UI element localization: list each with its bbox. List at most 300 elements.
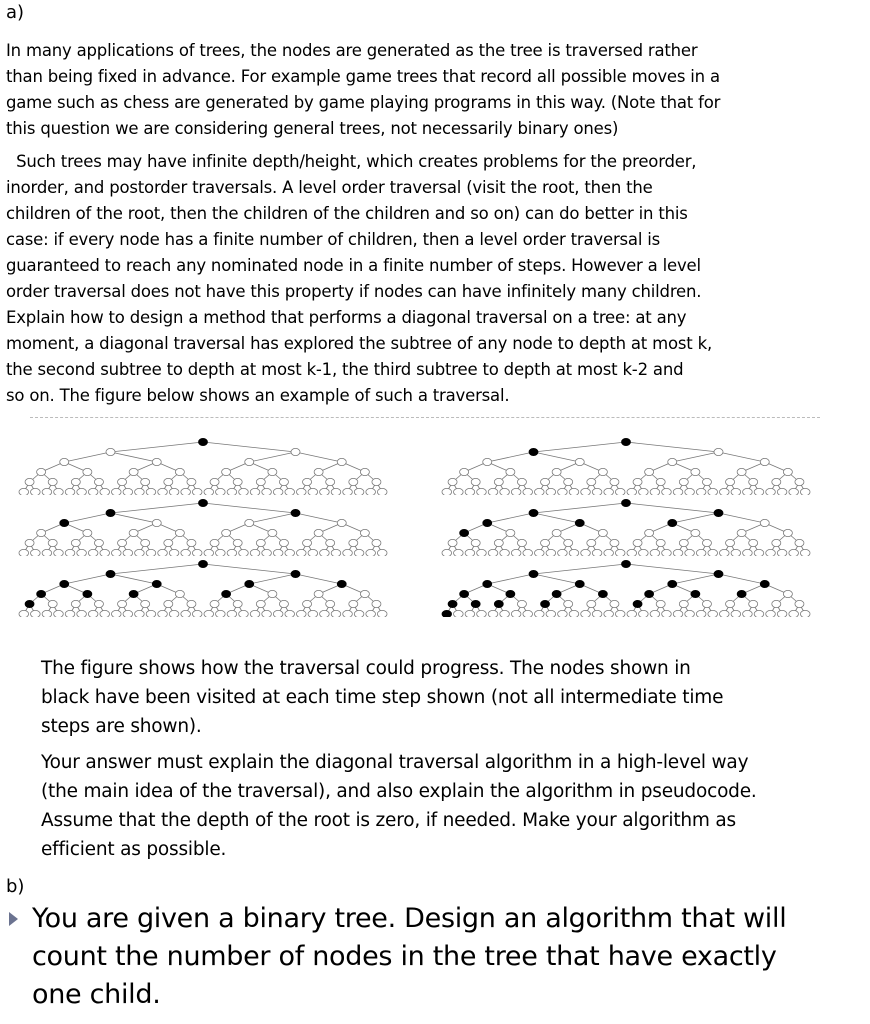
unvisited-node xyxy=(477,610,487,617)
visited-node xyxy=(199,560,208,567)
unvisited-node xyxy=(308,610,318,617)
unvisited-node xyxy=(592,610,602,617)
unvisited-node xyxy=(650,610,660,617)
unvisited-node xyxy=(702,539,711,546)
unvisited-node xyxy=(511,488,521,495)
unvisited-node xyxy=(633,539,642,546)
unvisited-node xyxy=(477,549,487,556)
unvisited-node xyxy=(192,610,202,617)
unvisited-node xyxy=(494,478,503,485)
text-line: this question we are considering general trees, not necessarily binary ones) xyxy=(6,119,619,138)
unvisited-node xyxy=(766,488,776,495)
unvisited-node xyxy=(314,529,323,536)
tree-edge xyxy=(487,452,533,462)
tree-edge xyxy=(672,574,718,584)
binary-tree-k2 xyxy=(13,498,393,556)
unvisited-node xyxy=(204,610,214,617)
unvisited-node xyxy=(696,549,706,556)
unvisited-node xyxy=(187,478,196,485)
visited-node xyxy=(622,438,631,445)
unvisited-node xyxy=(581,549,591,556)
unvisited-node xyxy=(354,549,364,556)
unvisited-node xyxy=(685,488,695,495)
unvisited-node xyxy=(354,610,364,617)
unvisited-node xyxy=(31,549,41,556)
unvisited-node xyxy=(743,610,753,617)
unvisited-node xyxy=(314,468,323,475)
visited-node xyxy=(529,448,538,455)
visited-node xyxy=(60,580,69,587)
unvisited-node xyxy=(372,600,381,607)
bullet-triangle-icon xyxy=(9,912,18,926)
unvisited-node xyxy=(772,600,781,607)
unvisited-node xyxy=(541,539,550,546)
unvisited-node xyxy=(349,600,358,607)
unvisited-node xyxy=(349,539,358,546)
unvisited-node xyxy=(534,610,544,617)
unvisited-node xyxy=(175,468,184,475)
unvisited-node xyxy=(372,478,381,485)
unvisited-node xyxy=(679,539,688,546)
unvisited-node xyxy=(296,610,306,617)
unvisited-node xyxy=(360,468,369,475)
part-a-label: a) xyxy=(6,2,25,23)
unvisited-node xyxy=(169,549,179,556)
binary-tree-k4 xyxy=(13,559,393,617)
unvisited-node xyxy=(291,448,300,455)
tree-edge xyxy=(203,442,296,452)
unvisited-node xyxy=(331,488,341,495)
visited-node xyxy=(622,560,631,567)
unvisited-node xyxy=(645,468,654,475)
unvisited-node xyxy=(546,488,556,495)
unvisited-node xyxy=(181,549,191,556)
unvisited-node xyxy=(181,488,191,495)
unvisited-node xyxy=(320,549,330,556)
unvisited-node xyxy=(123,549,133,556)
text-line: In many applications of trees, the nodes are generated as the tree is traversed rather xyxy=(6,41,698,60)
unvisited-node xyxy=(250,488,260,495)
unvisited-node xyxy=(100,610,110,617)
unvisited-node xyxy=(534,488,544,495)
unvisited-node xyxy=(273,488,283,495)
unvisited-node xyxy=(477,488,487,495)
visited-node xyxy=(668,580,677,587)
unvisited-node xyxy=(158,549,168,556)
unvisited-node xyxy=(256,478,265,485)
unvisited-node xyxy=(187,600,196,607)
figure-explanation xyxy=(41,654,723,741)
unvisited-node xyxy=(118,478,127,485)
visited-node xyxy=(714,570,723,577)
unvisited-node xyxy=(233,478,242,485)
unvisited-node xyxy=(714,448,723,455)
unvisited-node xyxy=(627,488,637,495)
unvisited-node xyxy=(239,610,249,617)
unvisited-node xyxy=(517,478,526,485)
unvisited-node xyxy=(360,529,369,536)
unvisited-node xyxy=(296,549,306,556)
unvisited-node xyxy=(448,539,457,546)
unvisited-node xyxy=(569,488,579,495)
unvisited-node xyxy=(558,610,568,617)
visited-node xyxy=(222,590,231,597)
unvisited-node xyxy=(552,468,561,475)
unvisited-node xyxy=(650,549,660,556)
unvisited-node xyxy=(506,529,515,536)
unvisited-node xyxy=(256,539,265,546)
visited-node xyxy=(106,570,115,577)
visited-node xyxy=(552,590,561,597)
unvisited-node xyxy=(517,600,526,607)
unvisited-node xyxy=(511,549,521,556)
unvisited-node xyxy=(795,478,804,485)
tree-edge xyxy=(719,513,765,523)
unvisited-node xyxy=(349,478,358,485)
unvisited-node xyxy=(175,590,184,597)
unvisited-node xyxy=(372,539,381,546)
unvisited-node xyxy=(169,610,179,617)
text-line: order traversal does not have this property if nodes can have infinitely many children. xyxy=(6,282,702,301)
unvisited-node xyxy=(587,600,596,607)
unvisited-node xyxy=(598,468,607,475)
visited-node xyxy=(645,590,654,597)
unvisited-node xyxy=(656,539,665,546)
unvisited-node xyxy=(94,539,103,546)
unvisited-node xyxy=(581,488,591,495)
tree-edge xyxy=(626,442,719,452)
unvisited-node xyxy=(164,600,173,607)
visited-node xyxy=(622,499,631,506)
unvisited-node xyxy=(366,610,376,617)
unvisited-node xyxy=(639,488,649,495)
unvisited-node xyxy=(772,539,781,546)
unvisited-node xyxy=(54,488,64,495)
unvisited-node xyxy=(216,549,226,556)
unvisited-node xyxy=(656,600,665,607)
unvisited-node xyxy=(772,478,781,485)
visited-node xyxy=(291,570,300,577)
unvisited-node xyxy=(442,488,452,495)
unvisited-node xyxy=(465,610,475,617)
unvisited-node xyxy=(783,590,792,597)
tree-edge xyxy=(64,452,110,462)
unvisited-node xyxy=(216,488,226,495)
unvisited-node xyxy=(19,610,29,617)
unvisited-node xyxy=(331,610,341,617)
unvisited-node xyxy=(141,539,150,546)
unvisited-node xyxy=(587,539,596,546)
text-line: (the main idea of the traversal), and also explain the algorithm in pseudocode. xyxy=(41,781,757,802)
unvisited-node xyxy=(569,610,579,617)
unvisited-node xyxy=(192,488,202,495)
unvisited-node xyxy=(726,539,735,546)
visited-node xyxy=(529,509,538,516)
unvisited-node xyxy=(673,610,683,617)
unvisited-node xyxy=(60,458,69,465)
text-line: Such trees may have infinite depth/height, which creates problems for the preorder, xyxy=(6,152,697,171)
unvisited-node xyxy=(262,610,272,617)
tree-edge xyxy=(249,452,295,462)
answer-requirements xyxy=(41,748,757,864)
tree-edge xyxy=(296,452,342,462)
visited-node xyxy=(448,600,457,607)
unvisited-node xyxy=(285,488,295,495)
unvisited-node xyxy=(233,600,242,607)
visited-node xyxy=(60,519,69,526)
unvisited-node xyxy=(106,448,115,455)
text-line: than being fixed in advance. For example game trees that record all possible moves in a xyxy=(6,67,720,86)
unvisited-node xyxy=(564,539,573,546)
tree-edge xyxy=(487,574,533,584)
unvisited-node xyxy=(598,529,607,536)
unvisited-node xyxy=(523,610,533,617)
unvisited-node xyxy=(743,549,753,556)
tree-edge xyxy=(534,564,627,574)
unvisited-node xyxy=(118,600,127,607)
unvisited-node xyxy=(656,478,665,485)
unvisited-node xyxy=(303,539,312,546)
unvisited-node xyxy=(279,539,288,546)
unvisited-node xyxy=(546,610,556,617)
part-b-label: b) xyxy=(6,876,25,897)
unvisited-node xyxy=(766,549,776,556)
visited-node xyxy=(633,600,642,607)
tree-edge xyxy=(111,574,157,584)
unvisited-node xyxy=(303,478,312,485)
unvisited-node xyxy=(552,529,561,536)
unvisited-node xyxy=(71,600,80,607)
unvisited-node xyxy=(42,610,52,617)
tree-edge xyxy=(672,452,718,462)
unvisited-node xyxy=(141,600,150,607)
unvisited-node xyxy=(800,488,810,495)
unvisited-node xyxy=(795,539,804,546)
unvisited-node xyxy=(604,549,614,556)
unvisited-node xyxy=(141,478,150,485)
unvisited-node xyxy=(719,549,729,556)
unvisited-node xyxy=(326,478,335,485)
visited-node xyxy=(106,509,115,516)
unvisited-node xyxy=(158,610,168,617)
unvisited-node xyxy=(483,458,492,465)
unvisited-node xyxy=(731,549,741,556)
tree-edge xyxy=(534,442,627,452)
unvisited-node xyxy=(685,610,695,617)
unvisited-node xyxy=(442,549,452,556)
unvisited-node xyxy=(523,488,533,495)
unvisited-node xyxy=(517,539,526,546)
tree-edge xyxy=(487,513,533,523)
unvisited-node xyxy=(662,488,672,495)
visited-node xyxy=(668,519,677,526)
unvisited-node xyxy=(354,488,364,495)
unvisited-node xyxy=(83,529,92,536)
unvisited-node xyxy=(650,488,660,495)
tree-edge xyxy=(203,503,296,513)
unvisited-node xyxy=(777,488,787,495)
unvisited-node xyxy=(366,488,376,495)
unvisited-node xyxy=(146,610,156,617)
text-line: steps are shown). xyxy=(41,716,202,737)
unvisited-node xyxy=(696,610,706,617)
visited-node xyxy=(152,580,161,587)
tree-edge xyxy=(719,452,765,462)
unvisited-node xyxy=(488,610,498,617)
unvisited-node xyxy=(558,549,568,556)
unvisited-node xyxy=(25,539,34,546)
unvisited-node xyxy=(488,488,498,495)
unvisited-node xyxy=(749,600,758,607)
visited-node xyxy=(471,600,480,607)
unvisited-node xyxy=(343,549,353,556)
unvisited-node xyxy=(88,488,98,495)
unvisited-node xyxy=(37,529,46,536)
text-line: the second subtree to depth at most k-1, the third subtree to depth at most k-2 and xyxy=(6,360,684,379)
visited-node xyxy=(337,580,346,587)
unvisited-node xyxy=(488,549,498,556)
unvisited-node xyxy=(668,458,677,465)
unvisited-node xyxy=(65,549,75,556)
unvisited-node xyxy=(377,488,387,495)
unvisited-node xyxy=(88,549,98,556)
text-line: so on. The figure below shows an example of such a traversal. xyxy=(6,386,510,405)
unvisited-node xyxy=(308,488,318,495)
unvisited-node xyxy=(366,549,376,556)
unvisited-node xyxy=(789,549,799,556)
unvisited-node xyxy=(262,549,272,556)
visited-node xyxy=(737,590,746,597)
unvisited-node xyxy=(337,519,346,526)
visited-node xyxy=(129,590,138,597)
unvisited-node xyxy=(754,610,764,617)
unvisited-node xyxy=(37,468,46,475)
traversal-paragraph xyxy=(6,149,712,409)
visited-node xyxy=(506,590,515,597)
unvisited-node xyxy=(377,549,387,556)
unvisited-node xyxy=(285,610,295,617)
visited-node xyxy=(529,570,538,577)
tree-edge xyxy=(534,452,580,462)
unvisited-node xyxy=(303,600,312,607)
unvisited-node xyxy=(800,549,810,556)
text-line: efficient as possible. xyxy=(41,839,227,860)
visited-node xyxy=(245,580,254,587)
unvisited-node xyxy=(471,478,480,485)
text-line: moment, a diagonal traversal has explored the subtree of any node to depth at most k, xyxy=(6,334,713,353)
unvisited-node xyxy=(216,610,226,617)
unvisited-node xyxy=(454,488,464,495)
unvisited-node xyxy=(610,600,619,607)
tree-edge xyxy=(111,513,157,523)
visited-node xyxy=(714,509,723,516)
unvisited-node xyxy=(558,488,568,495)
unvisited-node xyxy=(279,600,288,607)
unvisited-node xyxy=(31,488,41,495)
unvisited-node xyxy=(268,529,277,536)
unvisited-node xyxy=(273,549,283,556)
unvisited-node xyxy=(279,478,288,485)
unvisited-node xyxy=(719,610,729,617)
visited-node xyxy=(575,580,584,587)
unvisited-node xyxy=(627,549,637,556)
unvisited-node xyxy=(83,468,92,475)
text-line: You are given a binary tree. Design an algorithm that will xyxy=(32,903,787,934)
unvisited-node xyxy=(256,600,265,607)
unvisited-node xyxy=(42,549,52,556)
unvisited-node xyxy=(639,610,649,617)
unvisited-node xyxy=(564,600,573,607)
unvisited-node xyxy=(377,610,387,617)
unvisited-node xyxy=(708,488,718,495)
visited-node xyxy=(199,499,208,506)
unvisited-node xyxy=(129,468,138,475)
text-line: game such as chess are generated by game playing programs in this way. (Note that for xyxy=(6,93,721,112)
unvisited-node xyxy=(164,478,173,485)
unvisited-node xyxy=(210,600,219,607)
unvisited-node xyxy=(48,539,57,546)
text-line: inorder, and postorder traversals. A level order traversal (visit the root, then the xyxy=(6,178,653,197)
tree-edge xyxy=(249,574,295,584)
unvisited-node xyxy=(331,549,341,556)
unvisited-node xyxy=(615,488,625,495)
unvisited-node xyxy=(262,488,272,495)
divider xyxy=(30,417,820,418)
unvisited-node xyxy=(19,488,29,495)
unvisited-node xyxy=(123,610,133,617)
unvisited-node xyxy=(592,549,602,556)
visited-node xyxy=(83,590,92,597)
text-line: Explain how to design a method that performs a diagonal traversal on a tree: at any xyxy=(6,308,687,327)
unvisited-node xyxy=(71,478,80,485)
unvisited-node xyxy=(500,488,510,495)
unvisited-node xyxy=(679,478,688,485)
unvisited-node xyxy=(152,458,161,465)
unvisited-node xyxy=(511,610,521,617)
unvisited-node xyxy=(465,488,475,495)
tree-edge xyxy=(111,564,204,574)
visited-node xyxy=(575,519,584,526)
unvisited-node xyxy=(227,549,237,556)
unvisited-node xyxy=(569,549,579,556)
visited-node xyxy=(37,590,46,597)
unvisited-node xyxy=(719,488,729,495)
unvisited-node xyxy=(77,610,87,617)
unvisited-node xyxy=(708,549,718,556)
unvisited-node xyxy=(494,539,503,546)
unvisited-node xyxy=(731,488,741,495)
unvisited-node xyxy=(789,488,799,495)
unvisited-node xyxy=(587,478,596,485)
unvisited-node xyxy=(639,549,649,556)
tree-edge xyxy=(534,503,627,513)
unvisited-node xyxy=(204,549,214,556)
unvisited-node xyxy=(783,529,792,536)
unvisited-node xyxy=(65,610,75,617)
unvisited-node xyxy=(326,600,335,607)
unvisited-node xyxy=(754,488,764,495)
unvisited-node xyxy=(146,488,156,495)
unvisited-node xyxy=(777,610,787,617)
tree-edge xyxy=(534,513,580,523)
unvisited-node xyxy=(245,458,254,465)
tree-edge xyxy=(626,503,719,513)
visited-node xyxy=(460,529,469,536)
binary-tree-k5 xyxy=(436,559,816,617)
unvisited-node xyxy=(296,488,306,495)
unvisited-node xyxy=(268,590,277,597)
unvisited-node xyxy=(546,549,556,556)
